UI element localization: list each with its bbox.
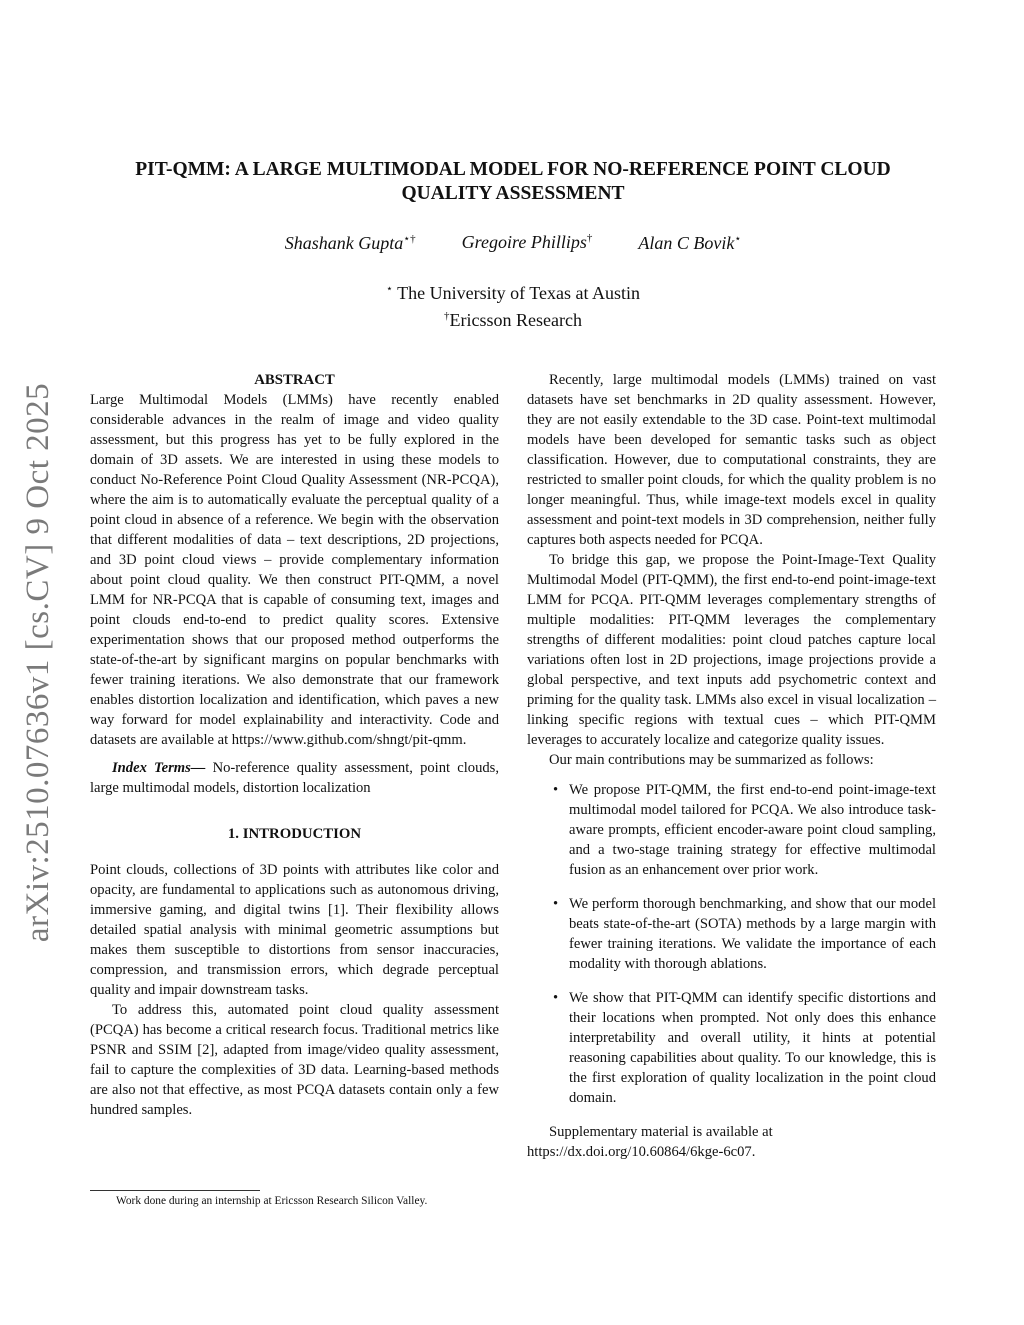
index-terms-text: No-reference quality assessment, point clouds, large multimodal models, distortion localization [90,760,500,796]
list-item: • We show that PIT-QMM can identify specific distortions and their locations when prompted. Not only does this enhance interpretability and overall utility, it hints at potential reasoning capabilities about quality. To our knowledge, this is the first exploration of quality localization in the point cloud domain. [569,988,936,1108]
author [285,232,416,254]
body-paragraph: Our main contributions may be summarized as follows: [549,752,874,768]
affiliation-name: The University of Texas at Austin [392,283,640,303]
author-name: Gregoire Phillips [461,232,587,252]
list-item: • We perform thorough benchmarking, and show that our model beats state-of-the-art (SOTA) methods by a large margin with fewer training iterations. We validate the importance of each modality with thorough ablations. [569,894,936,974]
author [462,232,593,254]
author-marks: ⋆ [734,233,742,245]
affiliation-mark: † [444,310,450,322]
affiliations [90,278,936,332]
intro-paragraph: Point clouds, collections of 3D points with attributes like color and opacity, are fundamental to applications such as autonomous driving, immersive gaming, and digital twins [1]. Their flexibility allows detailed spatial analysis with minimal geometric assumptions but makes them susceptible to distortions from sensor inaccuracies, compression, and transmission errors, which degrade perceptual quality and impair downstream tasks. [90,862,499,998]
index-terms-label: Index Terms— [112,760,206,776]
author-marks: † [586,232,593,244]
supplementary-link[interactable]: https://dx.doi.org/10.60864/6kge-6c07. [527,1144,756,1160]
affiliation-mark: ⋆ [386,283,393,295]
body-paragraph: Recently, large multimodal models (LMMs) trained on vast datasets have set benchmarks in 2D quality assessment. However, they are not easily extendable to the 3D case. Point-text multimodal models have been developed for semantic tasks such as object classification. However, due to computational constraints, they are restricted to smaller point clouds, for which the quality problem is no longer meaningful. Thus, while image-text models excel in quality assessment and point-text models in 3D comprehension, neither fully captures both aspects needed for PCQA. [527,372,936,548]
arxiv-identifier-text: arXiv:2510.07636v1 [cs.CV] 9 Oct 2025 [20,382,57,943]
affiliation-name: Ericsson Research [449,310,582,330]
author [638,232,741,254]
abstract-text: Large Multimodal Models (LMMs) have recently enabled considerable advances in the realm of image and video quality assessment, but this progress has yet to be fully explored in the domain of 3D assets. We are interested in using these models to conduct No-Reference Point Cloud Quality Assessment (NR-PCQA), where the aim is to automatically evaluate the perceptual quality of a point cloud in absence of a reference. We begin with the observation that different modalities of data – text descriptions, 2D projections, and 3D point cloud views – provide complementary information about point cloud quality. We then construct PIT-QMM, a novel LMM for NR-PCQA that is capable of consuming text, images and point clouds end-to-end to predict quality scores. Extensive experimentation shows that our proposed method outperforms the state-of-the-art by significant margins on popular benchmarks with fewer training iterations. We also demonstrate that our framework enables distortion localization and identification, which paves a new way forward for model explainability and interactivity. Code and datasets are available at https://www.github.com/shngt/pit-qmm. [90,392,499,748]
author-marks: ⋆† [403,233,416,245]
footnote: Work done during an internship at Ericsson Research Silicon Valley. [116,1195,428,1207]
arxiv-identifier-stamp [18,380,60,945]
left-column [90,370,499,1120]
affiliation [90,278,936,305]
author-list [90,232,936,254]
body-paragraph: To bridge this gap, we propose the Point-Image-Text Quality Multimodal Model (PIT-QMM), the first end-to-end point-image-text LMM for PCQA. PIT-QMM leverages complementary strengths of multiple modalities: PIT-QMM leverages the complementary strengths of different modalities: point cloud patches capture local variations often lost in 2D projections, image projections provide a global perspective, and text inputs add psychometric context and priming for the quality task. LMMs also excel in visual localization – linking specific regions with textual cues – which PIT-QMM leverages to accurately localize and categorize quality issues. [527,552,936,748]
contributions-list [527,780,936,1108]
intro-paragraph: To address this, automated point cloud quality assessment (PCQA) has become a critical research focus. Traditional metrics like PSNR and SSIM [2], adapted from image/video quality assessment, fail to capture the complexities of 3D data. Learning-based methods are also not that effective, as most PCQA datasets contain only a few hundred samples. [90,1002,499,1118]
introduction-heading: 1. INTRODUCTION [227,826,362,842]
supplementary-label: Supplementary material is available at [549,1124,773,1140]
index-terms [90,758,499,798]
paper-title: PIT-QMM: A LARGE MULTIMODAL MODEL FOR NO-REFERENCE POINT CLOUD QUALITY ASSESSMENT [135,159,891,204]
author-name: Shashank Gupta [284,233,404,253]
supplementary-note [527,1122,936,1162]
list-item: • We propose PIT-QMM, the first end-to-end point-image-text multimodal model tailored for PCQA. We also introduce task-aware prompts, efficient encoder-aware point cloud sampling, and a two-stage training strategy for effective multimodal fusion as an enhancement over prior work. [569,780,936,880]
abstract-heading: ABSTRACT [254,372,335,388]
affiliation [90,305,936,332]
footnote-divider [90,1190,260,1191]
author-name: Alan C Bovik [638,233,735,253]
right-column [527,370,936,1162]
